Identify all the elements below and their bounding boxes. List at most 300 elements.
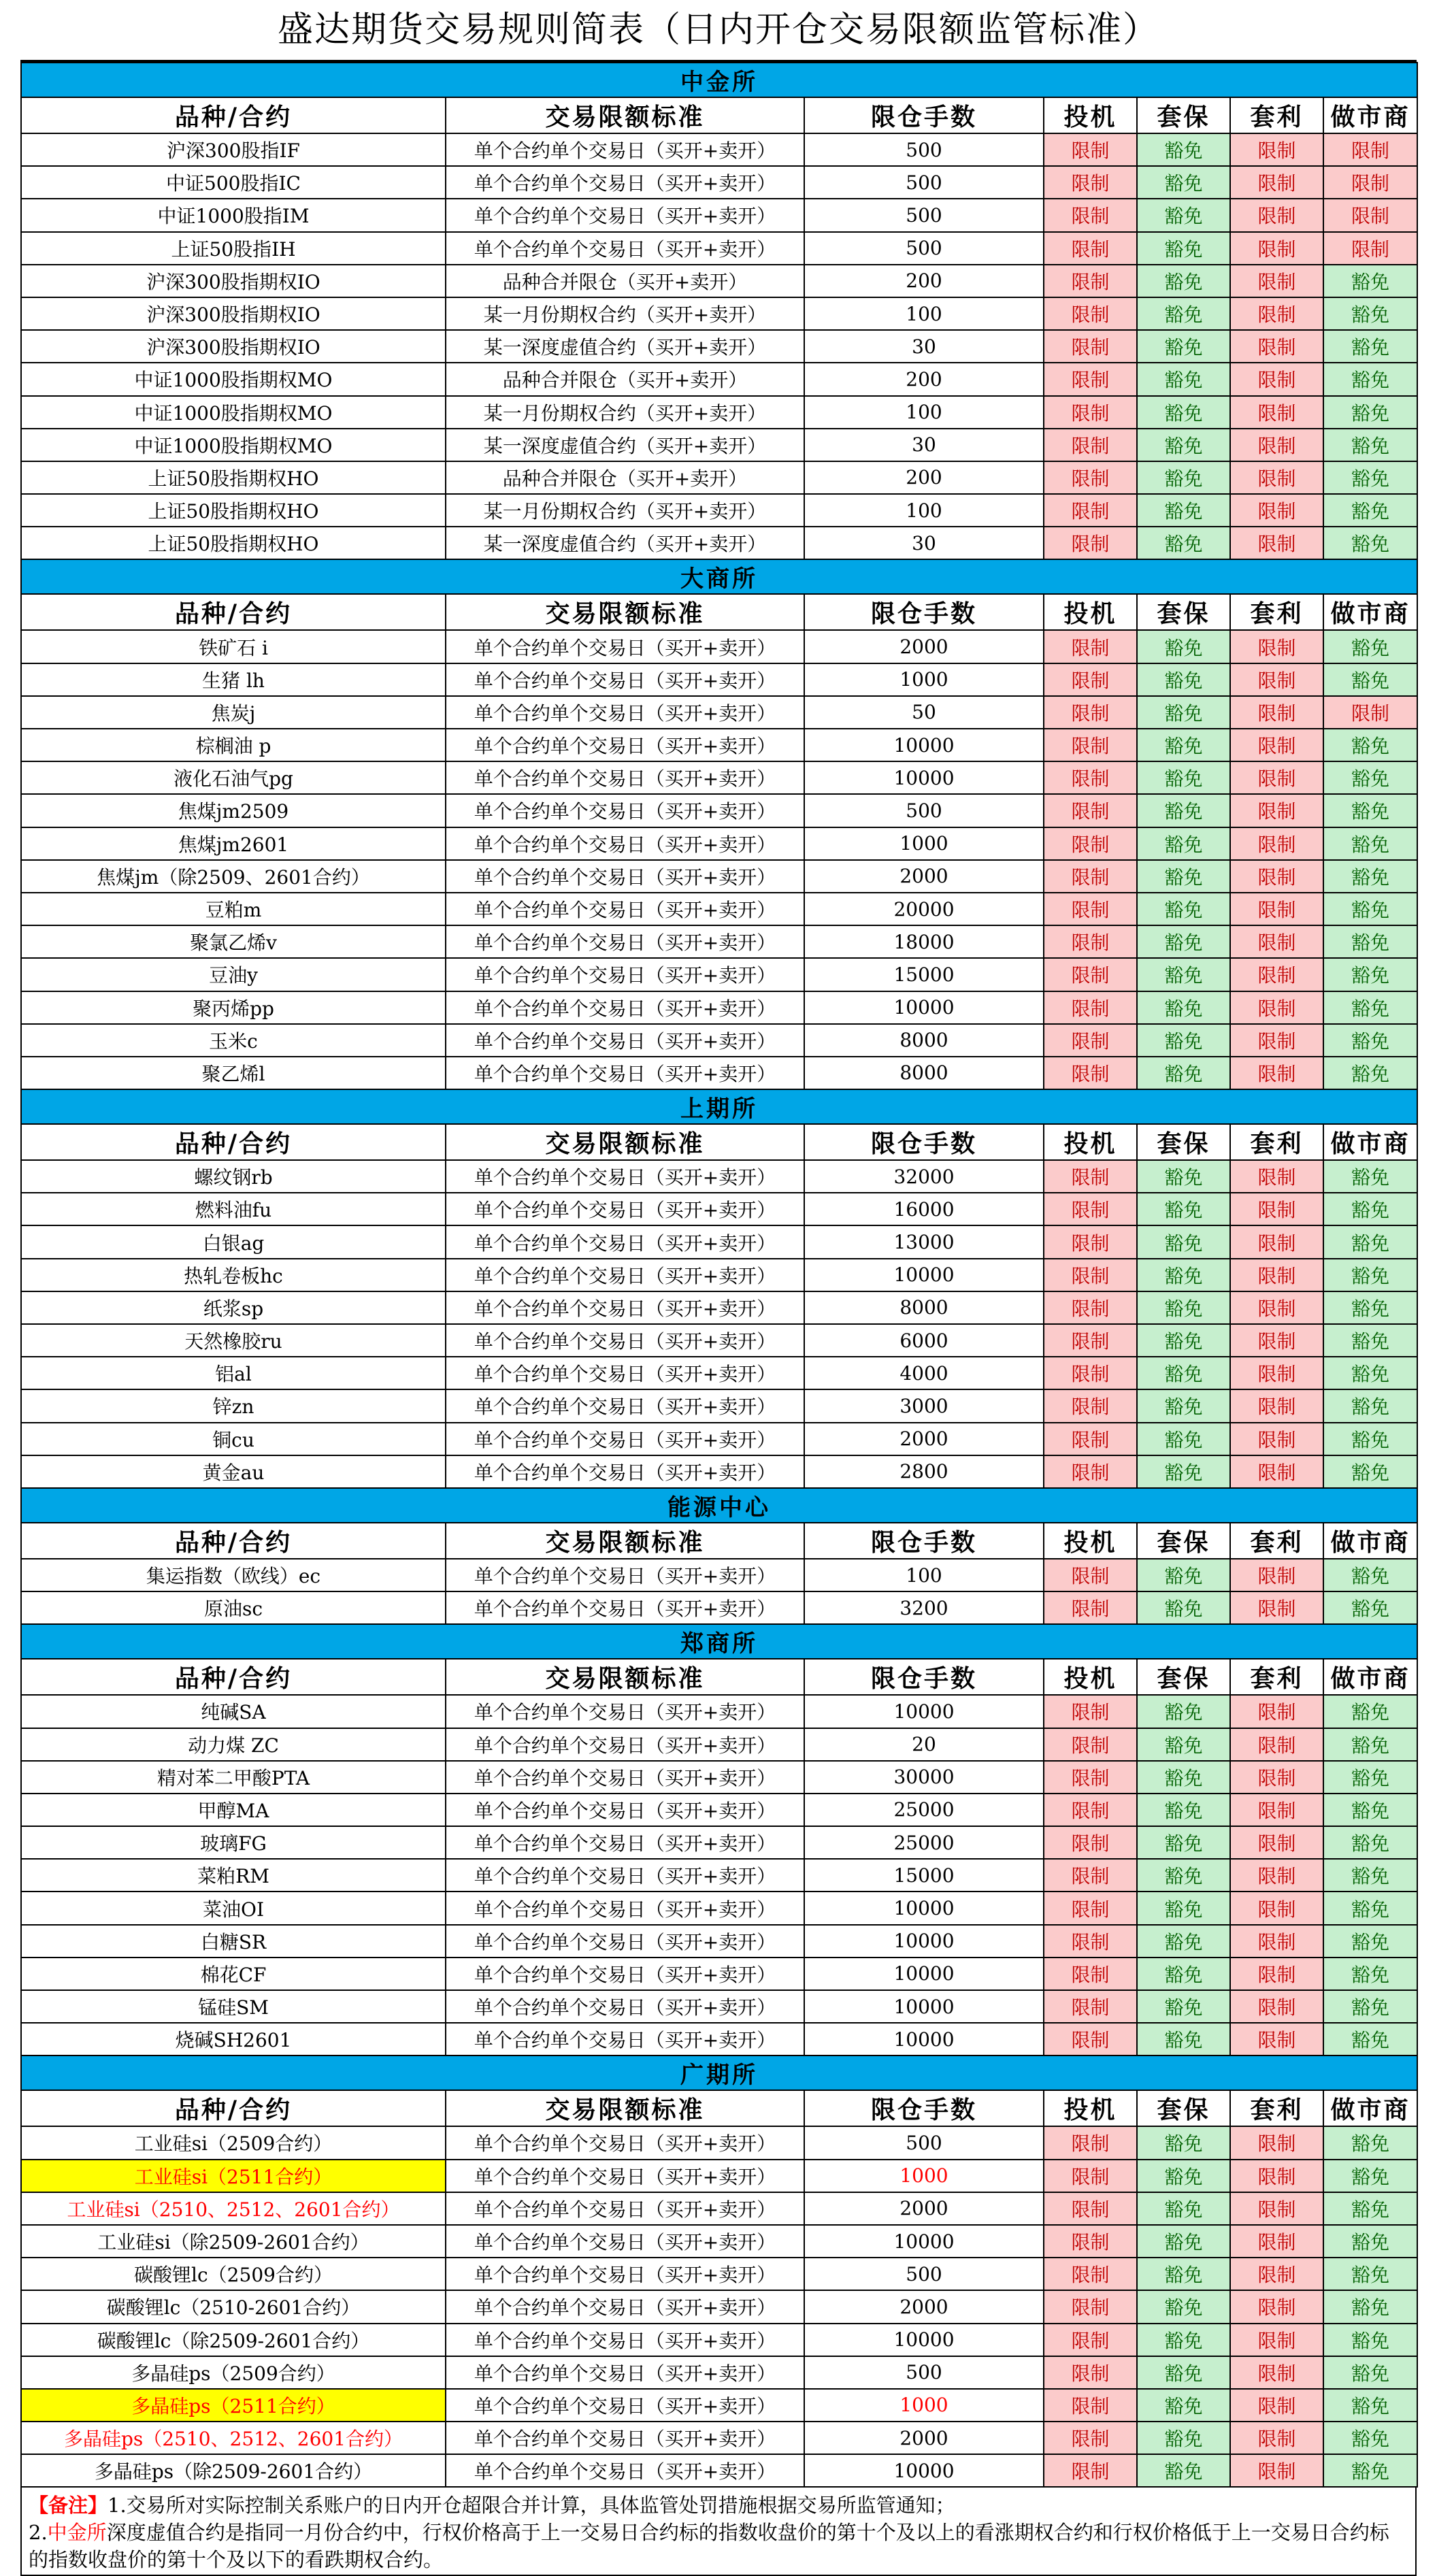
product-cell: 精对苯二甲酸PTA xyxy=(21,1761,446,1794)
table-row xyxy=(21,429,1417,461)
limit-cell: 2000 xyxy=(804,630,1044,663)
hedge-status-cell: 豁免 xyxy=(1137,1958,1230,1990)
arb-status-cell: 限制 xyxy=(1230,1990,1323,2023)
arb-status-cell: 限制 xyxy=(1230,2290,1323,2323)
product-cell: 焦煤jm（除2509、2601合约） xyxy=(21,860,446,893)
table-row xyxy=(21,494,1417,527)
mm-status-cell: 豁免 xyxy=(1323,494,1417,527)
header-standard: 交易限额标准 xyxy=(446,97,804,133)
arb-status-cell: 限制 xyxy=(1230,1024,1323,1057)
product-cell: 菜油OI xyxy=(21,1892,446,1924)
standard-cell: 单个合约单个交易日（买开+卖开） xyxy=(446,2126,804,2159)
limit-cell: 2000 xyxy=(804,2422,1044,2454)
standard-cell: 单个合约单个交易日（买开+卖开） xyxy=(446,2454,804,2487)
mm-status-cell: 限制 xyxy=(1323,166,1417,199)
table-row xyxy=(21,1259,1417,1291)
arb-status-cell: 限制 xyxy=(1230,1357,1323,1389)
mm-status-cell: 豁免 xyxy=(1323,1925,1417,1958)
hedge-status-cell: 豁免 xyxy=(1137,761,1230,794)
arb-status-cell: 限制 xyxy=(1230,297,1323,330)
spec-status-cell: 限制 xyxy=(1044,2160,1137,2192)
mm-status-cell: 豁免 xyxy=(1323,265,1417,297)
spec-status-cell: 限制 xyxy=(1044,1259,1137,1291)
standard-cell: 单个合约单个交易日（买开+卖开） xyxy=(446,1423,804,1455)
limit-cell: 10000 xyxy=(804,2324,1044,2356)
product-cell: 碳酸锂lc（2510-2601合约） xyxy=(21,2290,446,2323)
standard-cell: 单个合约单个交易日（买开+卖开） xyxy=(446,729,804,761)
table-row xyxy=(21,794,1417,827)
mm-status-cell: 豁免 xyxy=(1323,860,1417,893)
spec-status-cell: 限制 xyxy=(1044,2422,1137,2454)
arb-status-cell: 限制 xyxy=(1230,2126,1323,2159)
limit-cell: 2800 xyxy=(804,1455,1044,1488)
mm-status-cell: 豁免 xyxy=(1323,827,1417,860)
header-arbitrage: 套利 xyxy=(1230,97,1323,133)
mm-status-cell: 豁免 xyxy=(1323,2389,1417,2422)
spec-status-cell: 限制 xyxy=(1044,461,1137,494)
product-cell: 甲醇MA xyxy=(21,1794,446,1826)
spec-status-cell: 限制 xyxy=(1044,1794,1137,1826)
table-row xyxy=(21,1455,1417,1488)
header-market-maker: 做市商 xyxy=(1323,1124,1417,1160)
spec-status-cell: 限制 xyxy=(1044,1990,1137,2023)
mm-status-cell: 豁免 xyxy=(1323,958,1417,991)
product-cell: 聚丙烯pp xyxy=(21,991,446,1024)
hedge-status-cell: 豁免 xyxy=(1137,1389,1230,1422)
limit-cell: 2000 xyxy=(804,860,1044,893)
standard-cell: 单个合约单个交易日（买开+卖开） xyxy=(446,1455,804,1488)
standard-cell: 单个合约单个交易日（买开+卖开） xyxy=(446,958,804,991)
limit-cell: 15000 xyxy=(804,958,1044,991)
spec-status-cell: 限制 xyxy=(1044,1559,1137,1591)
standard-cell: 单个合约单个交易日（买开+卖开） xyxy=(446,2389,804,2422)
header-product: 品种/合约 xyxy=(21,594,446,630)
hedge-status-cell: 豁免 xyxy=(1137,729,1230,761)
limit-cell: 500 xyxy=(804,2126,1044,2159)
spec-status-cell: 限制 xyxy=(1044,1892,1137,1924)
rules-table-body xyxy=(21,63,1417,2487)
spec-status-cell: 限制 xyxy=(1044,330,1137,363)
product-cell: 多晶硅ps（2509合约） xyxy=(21,2356,446,2389)
hedge-status-cell: 豁免 xyxy=(1137,2454,1230,2487)
hedge-status-cell: 豁免 xyxy=(1137,1357,1230,1389)
hedge-status-cell: 豁免 xyxy=(1137,1455,1230,1488)
arb-status-cell: 限制 xyxy=(1230,1324,1323,1357)
mm-status-cell: 豁免 xyxy=(1323,1794,1417,1826)
mm-status-cell: 豁免 xyxy=(1323,663,1417,696)
limit-cell: 4000 xyxy=(804,1357,1044,1389)
product-cell: 纸浆sp xyxy=(21,1291,446,1324)
header-hedge: 套保 xyxy=(1137,1124,1230,1160)
limit-cell: 10000 xyxy=(804,761,1044,794)
standard-cell: 单个合约单个交易日（买开+卖开） xyxy=(446,991,804,1024)
mm-status-cell: 豁免 xyxy=(1323,330,1417,363)
hedge-status-cell: 豁免 xyxy=(1137,429,1230,461)
table-row xyxy=(21,199,1417,231)
header-product: 品种/合约 xyxy=(21,97,446,133)
column-header-row xyxy=(21,1659,1417,1695)
header-speculation: 投机 xyxy=(1044,1523,1137,1559)
hedge-status-cell: 豁免 xyxy=(1137,1024,1230,1057)
arb-status-cell: 限制 xyxy=(1230,761,1323,794)
spec-status-cell: 限制 xyxy=(1044,1024,1137,1057)
mm-status-cell: 豁免 xyxy=(1323,2225,1417,2258)
product-cell: 沪深300股指期权IO xyxy=(21,265,446,297)
spec-status-cell: 限制 xyxy=(1044,1925,1137,1958)
section-title: 中金所 xyxy=(21,63,1417,97)
limit-cell: 1000 xyxy=(804,663,1044,696)
arb-status-cell: 限制 xyxy=(1230,2324,1323,2356)
limit-cell: 30 xyxy=(804,330,1044,363)
arb-status-cell: 限制 xyxy=(1230,794,1323,827)
header-limit: 限仓手数 xyxy=(804,1124,1044,1160)
product-cell: 玻璃FG xyxy=(21,1826,446,1859)
standard-cell: 单个合约单个交易日（买开+卖开） xyxy=(446,1024,804,1057)
table-row xyxy=(21,1892,1417,1924)
standard-cell: 某一深度虚值合约（买开+卖开） xyxy=(446,527,804,559)
section-row xyxy=(21,1488,1417,1523)
standard-cell: 单个合约单个交易日（买开+卖开） xyxy=(446,199,804,231)
header-standard: 交易限额标准 xyxy=(446,2090,804,2126)
product-cell: 上证50股指期权HO xyxy=(21,527,446,559)
column-header-row xyxy=(21,594,1417,630)
spec-status-cell: 限制 xyxy=(1044,1291,1137,1324)
limit-cell: 2000 xyxy=(804,2192,1044,2225)
table-row xyxy=(21,1695,1417,1728)
arb-status-cell: 限制 xyxy=(1230,1761,1323,1794)
header-hedge: 套保 xyxy=(1137,594,1230,630)
table-row xyxy=(21,1826,1417,1859)
standard-cell: 单个合约单个交易日（买开+卖开） xyxy=(446,1357,804,1389)
mm-status-cell: 豁免 xyxy=(1323,2258,1417,2290)
limit-cell: 200 xyxy=(804,265,1044,297)
hedge-status-cell: 豁免 xyxy=(1137,1160,1230,1193)
mm-status-cell: 豁免 xyxy=(1323,1990,1417,2023)
arb-status-cell: 限制 xyxy=(1230,461,1323,494)
mm-status-cell: 豁免 xyxy=(1323,2454,1417,2487)
hedge-status-cell: 豁免 xyxy=(1137,958,1230,991)
note-text-2: 深度虚值合约是指同一月份合约中，行权价格高于上一交易日合约标的指数收盘价的第十个及以上的看涨期权合约和行权价格低于上一交易日合约标的指数收盘价的第十个及以下的看跌期权合约。 xyxy=(29,2521,1389,2572)
table-row xyxy=(21,2126,1417,2159)
hedge-status-cell: 豁免 xyxy=(1137,363,1230,395)
product-cell: 豆油y xyxy=(21,958,446,991)
table-row xyxy=(21,1225,1417,1258)
standard-cell: 单个合约单个交易日（买开+卖开） xyxy=(446,1193,804,1225)
arb-status-cell: 限制 xyxy=(1230,1225,1323,1258)
limit-cell: 2000 xyxy=(804,1423,1044,1455)
arb-status-cell: 限制 xyxy=(1230,860,1323,893)
table-row xyxy=(21,2225,1417,2258)
table-row xyxy=(21,2258,1417,2290)
header-standard: 交易限额标准 xyxy=(446,594,804,630)
spec-status-cell: 限制 xyxy=(1044,232,1137,265)
header-speculation: 投机 xyxy=(1044,1124,1137,1160)
mm-status-cell: 豁免 xyxy=(1323,1259,1417,1291)
header-standard: 交易限额标准 xyxy=(446,1659,804,1695)
column-header-row xyxy=(21,1523,1417,1559)
standard-cell: 单个合约单个交易日（买开+卖开） xyxy=(446,1291,804,1324)
limit-cell: 100 xyxy=(804,297,1044,330)
table-row xyxy=(21,2192,1417,2225)
product-cell: 白糖SR xyxy=(21,1925,446,1958)
arb-status-cell: 限制 xyxy=(1230,827,1323,860)
standard-cell: 单个合约单个交易日（买开+卖开） xyxy=(446,893,804,925)
limit-cell: 10000 xyxy=(804,2225,1044,2258)
product-cell: 烧碱SH2601 xyxy=(21,2023,446,2055)
mm-status-cell: 豁免 xyxy=(1323,1160,1417,1193)
spec-status-cell: 限制 xyxy=(1044,1423,1137,1455)
arb-status-cell: 限制 xyxy=(1230,696,1323,729)
header-product: 品种/合约 xyxy=(21,2090,446,2126)
header-product: 品种/合约 xyxy=(21,1523,446,1559)
standard-cell: 单个合约单个交易日（买开+卖开） xyxy=(446,1826,804,1859)
product-cell: 工业硅si（2510、2512、2601合约） xyxy=(21,2192,446,2225)
arb-status-cell: 限制 xyxy=(1230,630,1323,663)
mm-status-cell: 豁免 xyxy=(1323,429,1417,461)
mm-status-cell: 豁免 xyxy=(1323,1193,1417,1225)
product-cell: 棕榈油 p xyxy=(21,729,446,761)
product-cell: 聚乙烯l xyxy=(21,1057,446,1089)
spec-status-cell: 限制 xyxy=(1044,1695,1137,1728)
spec-status-cell: 限制 xyxy=(1044,1225,1137,1258)
header-market-maker: 做市商 xyxy=(1323,594,1417,630)
spec-status-cell: 限制 xyxy=(1044,761,1137,794)
limit-cell: 20000 xyxy=(804,893,1044,925)
mm-status-cell: 豁免 xyxy=(1323,2290,1417,2323)
spec-status-cell: 限制 xyxy=(1044,199,1137,231)
header-limit: 限仓手数 xyxy=(804,97,1044,133)
mm-status-cell: 豁免 xyxy=(1323,1958,1417,1990)
limit-cell: 1000 xyxy=(804,827,1044,860)
arb-status-cell: 限制 xyxy=(1230,1859,1323,1892)
table-row xyxy=(21,1728,1417,1761)
product-cell: 多晶硅ps（2510、2512、2601合约） xyxy=(21,2422,446,2454)
spec-status-cell: 限制 xyxy=(1044,827,1137,860)
standard-cell: 单个合约单个交易日（买开+卖开） xyxy=(446,1958,804,1990)
hedge-status-cell: 豁免 xyxy=(1137,1892,1230,1924)
header-arbitrage: 套利 xyxy=(1230,594,1323,630)
limit-cell: 32000 xyxy=(804,1160,1044,1193)
hedge-status-cell: 豁免 xyxy=(1137,1794,1230,1826)
arb-status-cell: 限制 xyxy=(1230,2389,1323,2422)
table-row xyxy=(21,761,1417,794)
header-speculation: 投机 xyxy=(1044,97,1137,133)
product-cell: 纯碱SA xyxy=(21,1695,446,1728)
header-arbitrage: 套利 xyxy=(1230,1523,1323,1559)
arb-status-cell: 限制 xyxy=(1230,1925,1323,1958)
arb-status-cell: 限制 xyxy=(1230,1826,1323,1859)
note-line-1 xyxy=(29,2492,1408,2519)
hedge-status-cell: 豁免 xyxy=(1137,330,1230,363)
product-cell: 豆粕m xyxy=(21,893,446,925)
mm-status-cell: 豁免 xyxy=(1323,2126,1417,2159)
arb-status-cell: 限制 xyxy=(1230,2454,1323,2487)
product-cell: 动力煤 ZC xyxy=(21,1728,446,1761)
standard-cell: 单个合约单个交易日（买开+卖开） xyxy=(446,1695,804,1728)
table-row xyxy=(21,527,1417,559)
mm-status-cell: 豁免 xyxy=(1323,1728,1417,1761)
standard-cell: 单个合约单个交易日（买开+卖开） xyxy=(446,2290,804,2323)
standard-cell: 单个合约单个交易日（买开+卖开） xyxy=(446,761,804,794)
standard-cell: 品种合并限仓（买开+卖开） xyxy=(446,461,804,494)
mm-status-cell: 豁免 xyxy=(1323,396,1417,429)
table-row xyxy=(21,1794,1417,1826)
arb-status-cell: 限制 xyxy=(1230,1892,1323,1924)
hedge-status-cell: 豁免 xyxy=(1137,1761,1230,1794)
hedge-status-cell: 豁免 xyxy=(1137,1826,1230,1859)
spec-status-cell: 限制 xyxy=(1044,794,1137,827)
header-hedge: 套保 xyxy=(1137,2090,1230,2126)
spec-status-cell: 限制 xyxy=(1044,1160,1137,1193)
limit-cell: 500 xyxy=(804,2258,1044,2290)
hedge-status-cell: 豁免 xyxy=(1137,1591,1230,1624)
standard-cell: 单个合约单个交易日（买开+卖开） xyxy=(446,1225,804,1258)
spec-status-cell: 限制 xyxy=(1044,2324,1137,2356)
arb-status-cell: 限制 xyxy=(1230,527,1323,559)
product-cell: 菜粕RM xyxy=(21,1859,446,1892)
table-row xyxy=(21,2454,1417,2487)
arb-status-cell: 限制 xyxy=(1230,1695,1323,1728)
hedge-status-cell: 豁免 xyxy=(1137,2258,1230,2290)
column-header-row xyxy=(21,2090,1417,2126)
limit-cell: 6000 xyxy=(804,1324,1044,1357)
arb-status-cell: 限制 xyxy=(1230,1389,1323,1422)
mm-status-cell: 豁免 xyxy=(1323,1423,1417,1455)
limit-cell: 10000 xyxy=(804,729,1044,761)
arb-status-cell: 限制 xyxy=(1230,893,1323,925)
header-hedge: 套保 xyxy=(1137,1659,1230,1695)
spec-status-cell: 限制 xyxy=(1044,1761,1137,1794)
mm-status-cell: 豁免 xyxy=(1323,893,1417,925)
mm-status-cell: 限制 xyxy=(1323,696,1417,729)
limit-cell: 3000 xyxy=(804,1389,1044,1422)
mm-status-cell: 豁免 xyxy=(1323,2192,1417,2225)
header-hedge: 套保 xyxy=(1137,97,1230,133)
limit-cell: 500 xyxy=(804,794,1044,827)
mm-status-cell: 豁免 xyxy=(1323,363,1417,395)
table-row xyxy=(21,1324,1417,1357)
mm-status-cell: 豁免 xyxy=(1323,630,1417,663)
limit-cell: 50 xyxy=(804,696,1044,729)
table-row xyxy=(21,1423,1417,1455)
hedge-status-cell: 豁免 xyxy=(1137,1859,1230,1892)
table-row xyxy=(21,1024,1417,1057)
product-cell: 上证50股指期权HO xyxy=(21,461,446,494)
header-limit: 限仓手数 xyxy=(804,594,1044,630)
hedge-status-cell: 豁免 xyxy=(1137,1291,1230,1324)
hedge-status-cell: 豁免 xyxy=(1137,991,1230,1024)
table-row xyxy=(21,363,1417,395)
header-speculation: 投机 xyxy=(1044,2090,1137,2126)
product-cell: 中证1000股指IM xyxy=(21,199,446,231)
product-cell: 铜cu xyxy=(21,1423,446,1455)
product-cell: 碳酸锂lc（除2509-2601合约） xyxy=(21,2324,446,2356)
table-row xyxy=(21,1357,1417,1389)
table-row xyxy=(21,630,1417,663)
limit-cell: 500 xyxy=(804,232,1044,265)
table-row xyxy=(21,396,1417,429)
product-cell: 工业硅si（除2509-2601合约） xyxy=(21,2225,446,2258)
product-cell: 棉花CF xyxy=(21,1958,446,1990)
product-cell: 铁矿石 i xyxy=(21,630,446,663)
hedge-status-cell: 豁免 xyxy=(1137,663,1230,696)
standard-cell: 某一深度虚值合约（买开+卖开） xyxy=(446,330,804,363)
standard-cell: 单个合约单个交易日（买开+卖开） xyxy=(446,2324,804,2356)
standard-cell: 单个合约单个交易日（买开+卖开） xyxy=(446,1859,804,1892)
mm-status-cell: 豁免 xyxy=(1323,761,1417,794)
arb-status-cell: 限制 xyxy=(1230,232,1323,265)
hedge-status-cell: 豁免 xyxy=(1137,133,1230,166)
spec-status-cell: 限制 xyxy=(1044,991,1137,1024)
table-row xyxy=(21,827,1417,860)
limit-cell: 10000 xyxy=(804,2023,1044,2055)
product-cell: 液化石油气pg xyxy=(21,761,446,794)
limit-cell: 20 xyxy=(804,1728,1044,1761)
spec-status-cell: 限制 xyxy=(1044,729,1137,761)
standard-cell: 单个合约单个交易日（买开+卖开） xyxy=(446,1794,804,1826)
product-cell: 螺纹钢rb xyxy=(21,1160,446,1193)
hedge-status-cell: 豁免 xyxy=(1137,2192,1230,2225)
hedge-status-cell: 豁免 xyxy=(1137,2389,1230,2422)
header-market-maker: 做市商 xyxy=(1323,97,1417,133)
table-row xyxy=(21,893,1417,925)
header-market-maker: 做市商 xyxy=(1323,1659,1417,1695)
hedge-status-cell: 豁免 xyxy=(1137,1990,1230,2023)
header-standard: 交易限额标准 xyxy=(446,1124,804,1160)
hedge-status-cell: 豁免 xyxy=(1137,265,1230,297)
standard-cell: 单个合约单个交易日（买开+卖开） xyxy=(446,1259,804,1291)
hedge-status-cell: 豁免 xyxy=(1137,1925,1230,1958)
limit-cell: 500 xyxy=(804,199,1044,231)
standard-cell: 单个合约单个交易日（买开+卖开） xyxy=(446,794,804,827)
table-row xyxy=(21,696,1417,729)
table-row xyxy=(21,925,1417,958)
standard-cell: 品种合并限仓（买开+卖开） xyxy=(446,265,804,297)
hedge-status-cell: 豁免 xyxy=(1137,1423,1230,1455)
standard-cell: 某一月份期权合约（买开+卖开） xyxy=(446,494,804,527)
arb-status-cell: 限制 xyxy=(1230,363,1323,395)
limit-cell: 200 xyxy=(804,461,1044,494)
section-title: 大商所 xyxy=(21,559,1417,594)
mm-status-cell: 豁免 xyxy=(1323,1291,1417,1324)
spec-status-cell: 限制 xyxy=(1044,925,1137,958)
spec-status-cell: 限制 xyxy=(1044,297,1137,330)
standard-cell: 单个合约单个交易日（买开+卖开） xyxy=(446,1591,804,1624)
section-row xyxy=(21,2055,1417,2090)
spec-status-cell: 限制 xyxy=(1044,958,1137,991)
mm-status-cell: 限制 xyxy=(1323,199,1417,231)
arb-status-cell: 限制 xyxy=(1230,2023,1323,2055)
mm-status-cell: 豁免 xyxy=(1323,1057,1417,1089)
limit-cell: 30000 xyxy=(804,1761,1044,1794)
spec-status-cell: 限制 xyxy=(1044,265,1137,297)
spec-status-cell: 限制 xyxy=(1044,2023,1137,2055)
limit-cell: 16000 xyxy=(804,1193,1044,1225)
arb-status-cell: 限制 xyxy=(1230,1455,1323,1488)
header-market-maker: 做市商 xyxy=(1323,1523,1417,1559)
product-cell: 碳酸锂lc（2509合约） xyxy=(21,2258,446,2290)
header-arbitrage: 套利 xyxy=(1230,1659,1323,1695)
hedge-status-cell: 豁免 xyxy=(1137,893,1230,925)
mm-status-cell: 豁免 xyxy=(1323,1559,1417,1591)
limit-cell: 1000 xyxy=(804,2160,1044,2192)
limit-cell: 1000 xyxy=(804,2389,1044,2422)
hedge-status-cell: 豁免 xyxy=(1137,2290,1230,2323)
arb-status-cell: 限制 xyxy=(1230,1958,1323,1990)
standard-cell: 单个合约单个交易日（买开+卖开） xyxy=(446,1160,804,1193)
section-row xyxy=(21,1624,1417,1659)
table-row xyxy=(21,2023,1417,2055)
